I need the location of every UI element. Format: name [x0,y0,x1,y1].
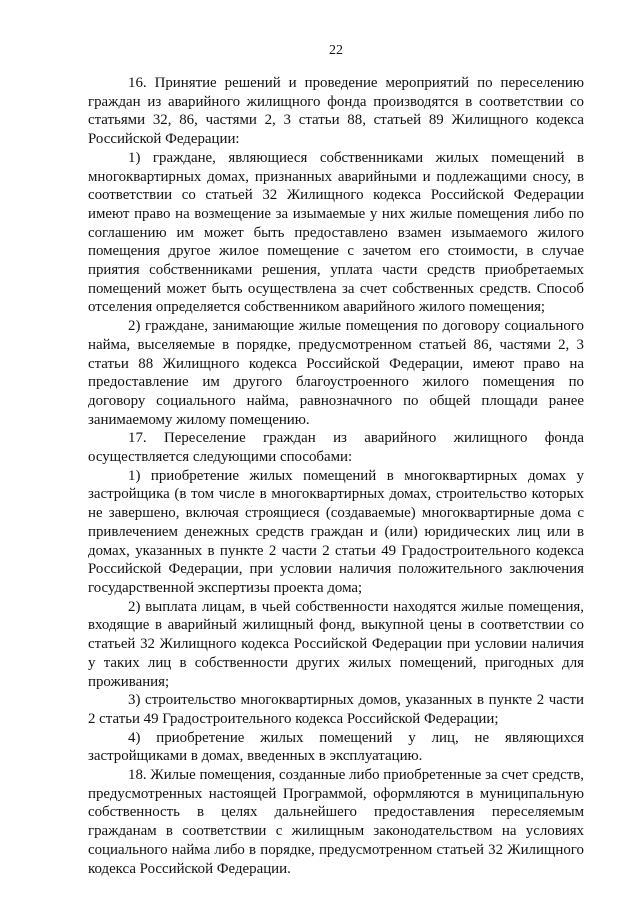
paragraph-17-item-4: 4) приобретение жилых помещений у лиц, не являющихся застройщиками в домах, введенных в эксплуатацию. [88,729,584,765]
page-number: 22 [329,43,343,58]
paragraph-16-item-1: 1) граждане, являющиеся собственниками жилых помещений в многоквартирных домах, признанных аварийными и подлежащими сносу, в соответствии со статьей 32 Жилищного кодекса Российской Федерации имеют право на возмещение за изымаемые у них жилые помещения либо по соглашению им может быть предоставлено взамен изымаемого жилого помещения другое жилое помещение с зачетом его стоимости, в случае приятия собственниками решения, уплата части средств приобретаемых помещений может быть осуществлена за счет собственных средств. Способ отселения определяется собственником аварийного жилого помещения; [88,149,584,316]
paragraph-16: 16. Принятие решений и проведение мероприятий по переселению граждан из аварийного жилищного фонда производятся в соответствии со статьями 32, 86, частями 2, 3 статьи 88, статьей 89 Жилищного кодекса Российской Федерации: [88,75,584,148]
paragraph-17-item-3: 3) строительство многоквартирных домов, указанных в пункте 2 части 2 статьи 49 Градостроительного кодекса Российской Федерации; [88,692,584,727]
paragraph-16-item-2: 2) граждане, занимающие жилые помещения по договору социального найма, выселяемые в порядке, предусмотренном статьей 86, частями 2, 3 статьи 88 Жилищного кодекса Российской Федерации, имеют право на предоставление им другого благоустроенного жилого помещения по договору социального найма, равнозначного по общей площади ранее занимаемому жилому помещению. [88,318,584,428]
paragraph-17: 17. Переселение граждан из аварийного жилищного фонда осуществляется следующими способами: [88,430,584,466]
paragraph-17-item-2: 2) выплата лицам, в чьей собственности находятся жилые помещения, входящие в аварийный жилищный фонд, выкупной цены в соответствии со статьей 32 Жилищного кодекса Российской Федерации при условии наличия у таких лиц в собственности других жилых помещений, пригодных для проживания; [88,598,584,690]
paragraph-18: 18. Жилые помещения, созданные либо приобретенные за счет средств, предусмотренных настоящей Программой, оформляются в муниципальную собственность в целях дальнейшего предоставления переселяемым гражданам в соответствии с жилищным законодательством на условиях социального найма либо в порядке, предусмотренном статьей 32 Жилищного кодекса Российской Федерации. [88,767,584,877]
paragraph-17-item-1: 1) приобретение жилых помещений в многоквартирных домах у застройщика (в том числе в многоквартирных домах, строительство которых не завершено, включая строящиеся (создаваемые) многоквартирные дома с привлечением денежных средств граждан и (или) юридических лиц или в домах, указанных в пункте 2 части 2 статьи 49 Градостроительного кодекса Российской Федерации, при условии наличия положительного заключения государственной экспертизы проекта дома; [88,467,584,596]
